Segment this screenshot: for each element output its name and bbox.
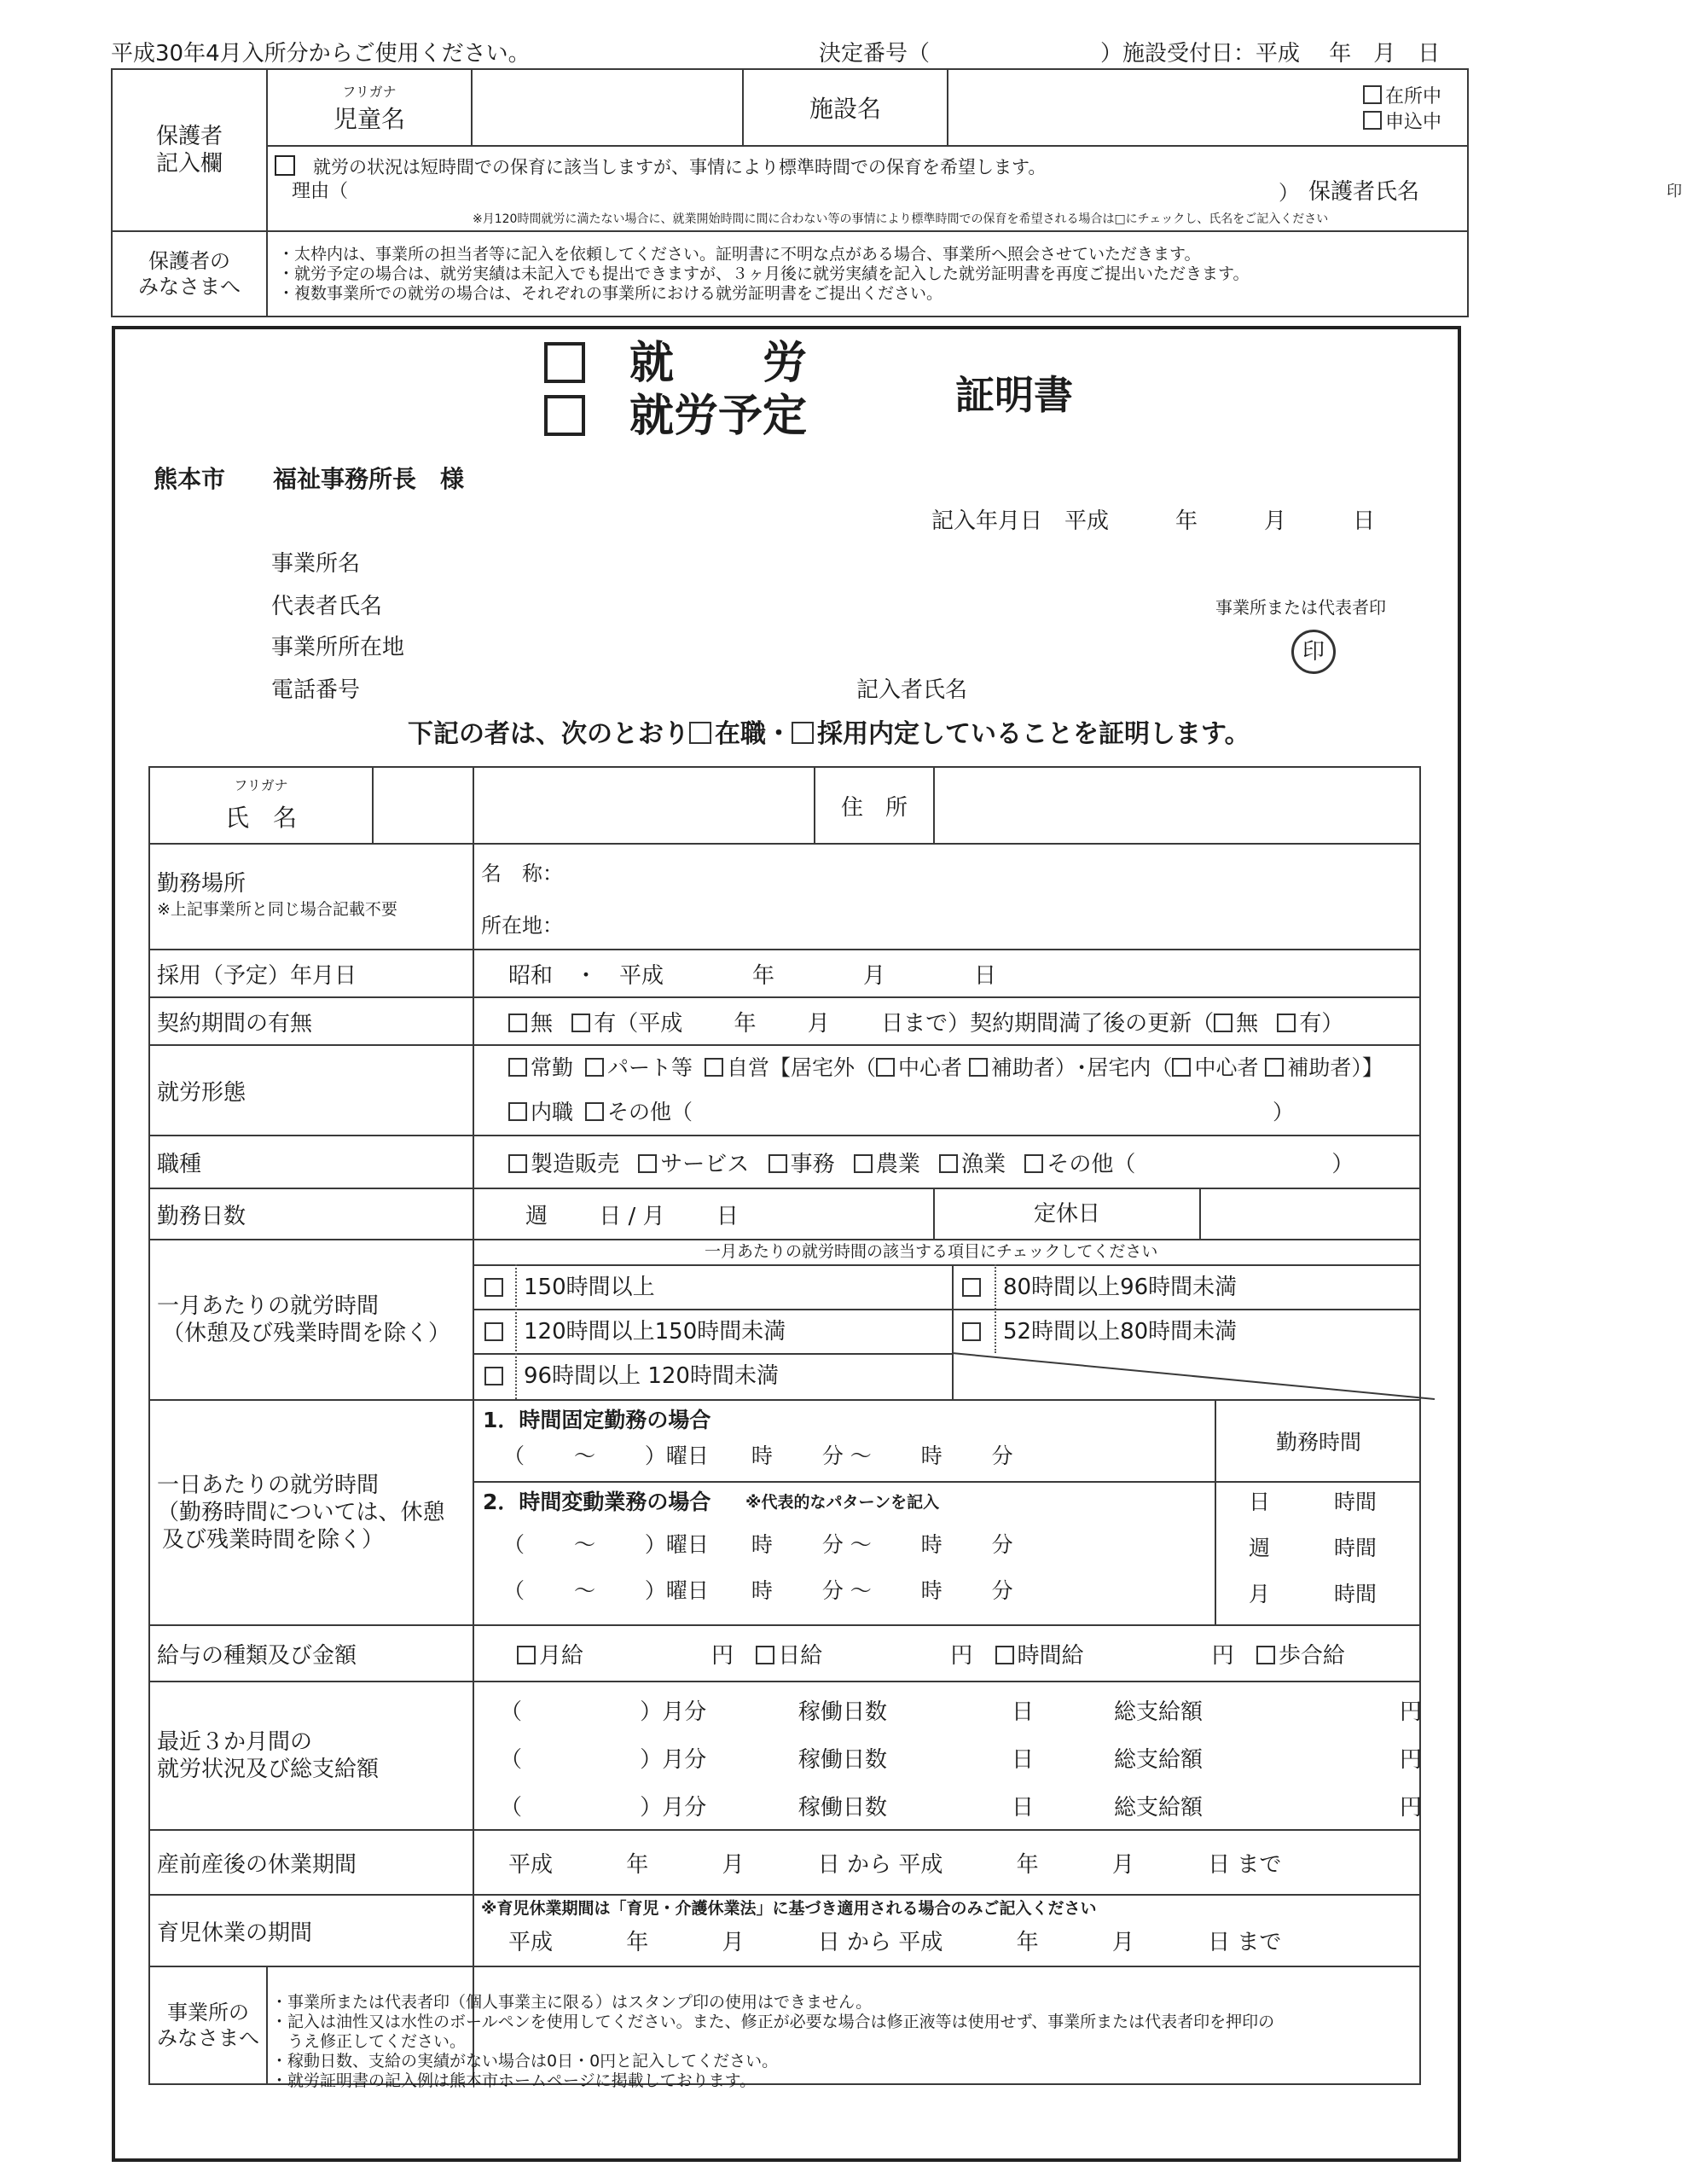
commission-checkbox[interactable] (1256, 1646, 1275, 1664)
child-name-label: 児童名 (333, 104, 405, 133)
salary-options: 月給 円 日給 円 時間給 円 歩合給 (473, 1625, 1420, 1682)
monthly-salary-checkbox[interactable] (517, 1646, 536, 1664)
office-address-label: 事業所所在地 (271, 635, 405, 660)
variable-hours-heading: 2．時間変動業務の場合 (483, 1490, 711, 1514)
entry-date: 記入年月日 平成 年 月 日 (931, 508, 1376, 534)
outside-center-checkbox[interactable] (876, 1058, 895, 1077)
childcare-leave-area (473, 1895, 1420, 1966)
reason-field[interactable] (328, 181, 1274, 205)
self-employed-checkbox[interactable] (705, 1058, 723, 1077)
childcare-leave-label: 育児休業の期間 (149, 1895, 473, 1966)
hours-per-month[interactable]: 月 時間 (1249, 1582, 1378, 1606)
employment-table (148, 766, 1421, 2085)
recent-days-label: 稼働日数 (798, 1699, 888, 1725)
address-label: 住 所 (815, 767, 934, 844)
contract-period-row: 無 有（平成 年 月 日まで）契約期間満了後の更新（ 無 有） (473, 997, 1420, 1045)
work-days-field[interactable]: 週 日 / 月 日 (473, 1188, 934, 1240)
office-notes (271, 1993, 1274, 2091)
person-furigana-label: フリガナ (234, 777, 288, 793)
representative-name-label: 代表者氏名 (271, 594, 383, 619)
standard-time-request-text: 就労の状況は短時間での保育に該当しますが、事情により標準時間での保育を希望します。 (313, 157, 1047, 177)
phone-label: 電話番号 (271, 677, 361, 703)
recent-pay-unit: 円 (1400, 1795, 1423, 1821)
daily-hours-area (473, 1400, 1420, 1625)
work-form-label: 就労形態 (149, 1045, 473, 1136)
guardian-section (111, 68, 1682, 317)
salary-label: 給与の種類及び金額 (149, 1625, 473, 1682)
holiday-field[interactable] (1201, 1189, 1419, 1239)
variable-hours-row-2[interactable]: （ ～ ）曜日 時 分 ～ 時 分 (503, 1578, 1013, 1603)
office-name-field[interactable] (409, 546, 1177, 577)
daily-wage-checkbox[interactable] (756, 1646, 774, 1664)
enrolled-checkbox[interactable] (1363, 85, 1382, 104)
80-96h-checkbox[interactable] (962, 1278, 981, 1297)
agriculture-checkbox[interactable] (854, 1154, 873, 1173)
child-furigana-label: フリガナ (342, 83, 397, 100)
150h-label: 150時間以上 (524, 1275, 655, 1300)
part-time-checkbox[interactable] (585, 1058, 604, 1077)
facility-name-field[interactable] (948, 69, 1468, 146)
phone-field[interactable] (409, 672, 819, 703)
office-note: うえ修正してください。 (271, 2032, 467, 2051)
work-days-label: 勤務日数 (149, 1188, 473, 1240)
recent-month-3[interactable]: （ ）月分 (500, 1795, 707, 1821)
hours-per-week[interactable]: 週 時間 (1249, 1536, 1378, 1560)
80-96h-label: 80時間以上96時間未満 (1003, 1275, 1238, 1300)
workplace-name-row[interactable] (473, 844, 1420, 898)
variable-hours-note: ※代表的なパターンを記入 (745, 1493, 940, 1512)
office-note: ・就労証明書の記入例は熊本市ホームページに掲載しております。 (271, 2071, 757, 2090)
childcare-leave-note: ※育児休業期間は「育児・介護休業法」に基づき適用される場合のみご記入ください (481, 1899, 1097, 1918)
maternity-leave-label: 産前産後の休業期間 (149, 1830, 473, 1895)
recent-days-unit: 日 (1012, 1795, 1035, 1821)
recent-days-unit: 日 (1012, 1699, 1035, 1725)
guardian-note: ・太枠内は、事業所の担当者等に記入を依頼してください。証明書に不明な点がある場合、事業所へ照会させていただきます。 (278, 244, 1201, 264)
planned-work-checkbox[interactable] (544, 395, 585, 436)
writer-name-field[interactable] (989, 672, 1348, 703)
facility-name-label: 施設名 (743, 69, 948, 146)
contract-yes-checkbox[interactable] (571, 1014, 590, 1032)
planned-work-option-label: 就労予定 (629, 391, 808, 442)
full-time-checkbox[interactable] (508, 1058, 527, 1077)
monthly-hours-note: 一月あたりの就労時間の該当する項目にチェックしてください (705, 1242, 1158, 1261)
child-name-field[interactable] (472, 69, 743, 146)
inside-center-checkbox[interactable] (1172, 1058, 1191, 1077)
occupation-other-checkbox[interactable] (1024, 1154, 1043, 1173)
office-note: ・稼動日数、支給の実績がない場合は0日・0円と記入してください。 (271, 2052, 779, 2071)
contract-period-label: 契約期間の有無 (149, 997, 473, 1045)
guardian-section-label: 保護者 記入欄 (112, 69, 267, 231)
hire-date-label: 採用（予定）年月日 (149, 950, 473, 997)
fishery-checkbox[interactable] (939, 1154, 958, 1173)
to-offices-label: 事業所の みなさまへ (150, 1967, 268, 2083)
recent-pay-label: 総支給額 (1114, 1747, 1204, 1773)
occupation-label: 職種 (149, 1136, 473, 1188)
guardian-seal-mark: 印 (1667, 183, 1682, 200)
renewal-yes-checkbox[interactable] (1277, 1014, 1296, 1032)
recent-days-label: 稼働日数 (798, 1795, 888, 1821)
addressee-city: 熊本市 (154, 465, 226, 493)
holiday-label: 定休日 (935, 1189, 1201, 1239)
office-name-label: 事業所名 (271, 551, 361, 577)
recent-pay-unit: 円 (1400, 1747, 1423, 1773)
person-name-field[interactable] (374, 768, 473, 843)
usage-notice: 平成30年4月入所分からご使用ください。 (111, 41, 531, 67)
recent-month-2[interactable]: （ ）月分 (500, 1747, 707, 1773)
fixed-hours-heading: 1．時間固定勤務の場合 (483, 1408, 711, 1432)
reason-close-paren: ） (1279, 181, 1299, 205)
52-80h-checkbox[interactable] (962, 1322, 981, 1341)
work-option-label: 就 労 (629, 338, 808, 389)
office-seal-label: 事業所または代表者印 (1215, 597, 1386, 618)
hourly-wage-checkbox[interactable] (995, 1646, 1014, 1664)
certificate-title: 証明書 (955, 372, 1073, 418)
workplace-name-label: 名 称： (481, 862, 563, 886)
childcare-leave-period[interactable]: 平成 年 月 日 から 平成 年 月 日 まで (508, 1930, 1282, 1955)
inside-helper-checkbox[interactable] (1265, 1058, 1284, 1077)
recent-3-months-label: 最近３か月間の 就労状況及び総支給額 (149, 1682, 473, 1830)
maternity-leave-period[interactable]: 平成 年 月 日 から 平成 年 月 日 まで (473, 1830, 1420, 1895)
person-name-field-extended[interactable] (473, 767, 815, 844)
fixed-hours-row[interactable]: （ ～ ）曜日 時 分 ～ 時 分 (503, 1443, 1013, 1468)
contract-none-checkbox[interactable] (508, 1014, 527, 1032)
standard-time-checkbox[interactable] (275, 155, 295, 176)
office-note: ・事業所または代表者印（個人事業主に限る）はスタンプ印の使用はできません。 (271, 1993, 873, 2012)
writer-name-label: 記入者氏名 (856, 677, 968, 703)
addressee: 福祉事務所長 様 (273, 465, 465, 493)
work-hours-label: 勤務時間 (1276, 1430, 1362, 1455)
guardian-name-label: 保護者氏名 (1308, 179, 1420, 205)
hire-date-field[interactable]: 昭和 ・ 平成 年 月 日 (473, 950, 1420, 997)
office-note: ・記入は油性又は水性のボールペンを使用してください。また、修正が必要な場合は修正液等は使用せず、事業所または代表者印を押印の (271, 2013, 1275, 2031)
manufacturing-checkbox[interactable] (508, 1154, 527, 1173)
service-checkbox[interactable] (638, 1154, 657, 1173)
employed-checkbox[interactable] (689, 722, 711, 744)
guardian-note: ・複数事業所での就労の場合は、それぞれの事業所における就労証明書をご提出ください。 (278, 283, 943, 303)
address-field[interactable] (934, 767, 1420, 844)
hours-per-day[interactable]: 日 時間 (1249, 1490, 1378, 1514)
recent-3-months-rows (473, 1682, 1423, 1830)
guardian-note: ・就労予定の場合は、就労実績は未記入でも提出できますが、３ヶ月後に就労実績を記入した就労証明書を再度ご提出いただきます。 (278, 264, 1250, 283)
guardian-notes (267, 231, 1468, 317)
recent-pay-unit: 円 (1400, 1699, 1423, 1725)
occupation-options: 製造販売 サービス 事務 農業 漁業 その他（ ） (473, 1136, 1420, 1188)
52-80h-label: 52時間以上80時間未満 (1003, 1319, 1238, 1345)
recent-pay-label: 総支給額 (1114, 1795, 1204, 1821)
decision-number-label: 決定番号（ (819, 41, 931, 67)
applying-checkbox[interactable] (1363, 111, 1382, 130)
recent-pay-label: 総支給額 (1114, 1699, 1204, 1725)
guardian-footnote: ※月120時間就労に満たない場合に、就業開始時間に間に合わない等の事情により標準時間での保育を希望される場合は□にチェックし、氏名をご記入ください (473, 212, 1329, 226)
150h-checkbox[interactable] (484, 1278, 503, 1297)
variable-hours-row-1[interactable]: （ ～ ）曜日 時 分 ～ 時 分 (503, 1532, 1013, 1557)
120-150h-label: 120時間以上150時間未満 (524, 1319, 786, 1345)
96-120h-checkbox[interactable] (484, 1367, 503, 1385)
workplace-address-label: 所在地： (481, 914, 563, 938)
recent-days-unit: 日 (1012, 1747, 1035, 1773)
reason-label: 理由（ (292, 181, 349, 202)
office-seal-stamp: 印 (1291, 630, 1336, 674)
certification-statement: 下記の者は、次のとおり 在職・ 採用内定していることを証明します。 (408, 719, 1250, 749)
renewal-none-checkbox[interactable] (1214, 1014, 1232, 1032)
standard-time-request-area (267, 146, 1682, 231)
guardian-name-field[interactable] (1445, 179, 1650, 205)
work-checkbox[interactable] (544, 342, 585, 383)
work-form-other-checkbox[interactable] (585, 1102, 604, 1121)
monthly-hours-label: 一月あたりの就労時間 （休憩及び残業時間を除く） (149, 1240, 473, 1400)
workplace-address-row[interactable] (473, 898, 1420, 950)
facility-receipt-date: ）施設受付日：平成 年 月 日 (1100, 41, 1441, 67)
home-work-checkbox[interactable] (508, 1102, 527, 1121)
workplace-label: 勤務場所 ※上記事業所と同じ場合記載不要 (149, 844, 473, 950)
hire-offer-checkbox[interactable] (792, 722, 814, 744)
96-120h-label: 96時間以上 120時間未満 (524, 1363, 779, 1389)
enrolled-label: 在所中 (1384, 86, 1441, 107)
applying-label: 申込中 (1384, 112, 1441, 133)
outside-helper-checkbox[interactable] (969, 1058, 988, 1077)
work-form-options: 常勤 パート等 自営【居宅外（ 中心者 補助者）･居宅内（ 中心者 補助者）】 内職 その他（ ） (473, 1045, 1420, 1136)
person-name-label: 氏 名 (224, 804, 297, 832)
120-150h-checkbox[interactable] (484, 1322, 503, 1341)
office-address-field[interactable] (444, 630, 1177, 660)
recent-days-label: 稼働日数 (798, 1747, 888, 1773)
to-guardians-label: 保護者の みなさまへ (112, 231, 267, 317)
daily-hours-label: 一日あたりの就労時間 （勤務時間については、休憩 及び残業時間を除く） (149, 1400, 473, 1625)
monthly-hours-options (473, 1240, 1420, 1400)
representative-name-field[interactable] (409, 589, 1177, 619)
office-work-checkbox[interactable] (768, 1154, 787, 1173)
recent-month-1[interactable]: （ ）月分 (500, 1699, 707, 1725)
